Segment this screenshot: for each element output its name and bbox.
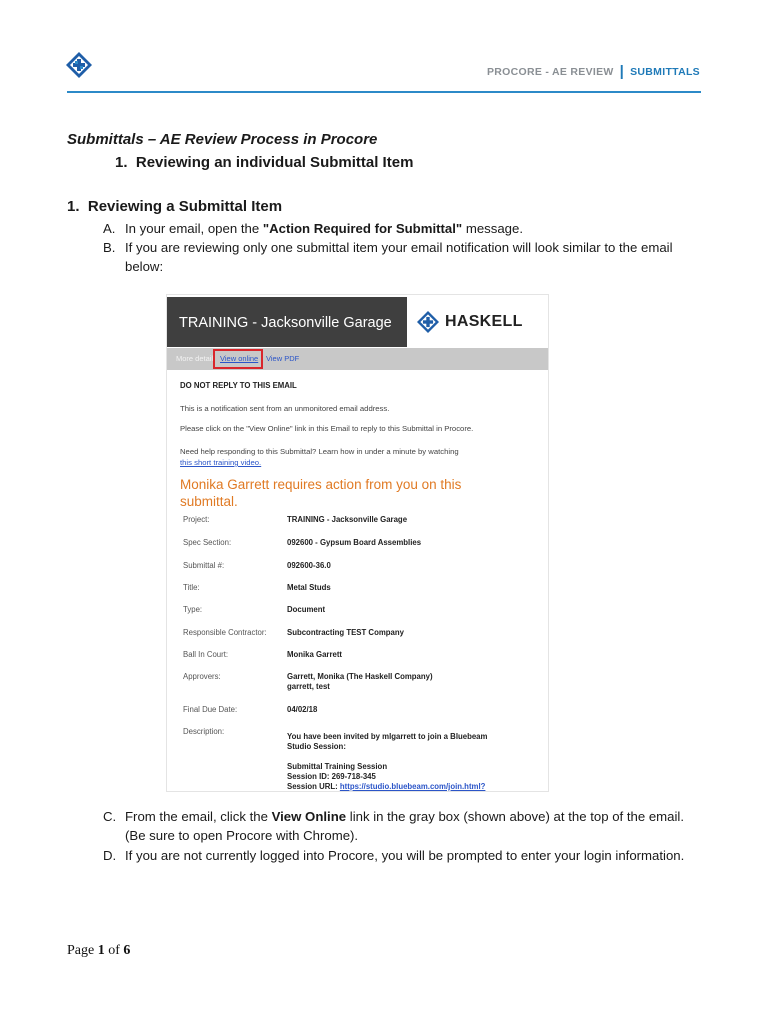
page-current: 1 — [97, 943, 105, 958]
description-text: Session URL: — [287, 782, 340, 791]
header-rule — [67, 91, 701, 93]
field-label: Type: — [183, 605, 203, 614]
document-title: Submittals – AE Review Process in Procore — [67, 131, 378, 148]
description-text: Session ID: 269-718-345 — [287, 772, 376, 781]
description-text: Studio Session: — [287, 742, 346, 751]
item-letter: C. — [103, 809, 117, 824]
page-word: Page — [67, 943, 95, 958]
session-url-link[interactable]: https://studio.bluebeam.com/join.html? — [339, 782, 486, 791]
header-breadcrumb — [487, 62, 700, 79]
item-text: If you are not currently logged into Procore, you will be prompted to enter your login information. — [125, 848, 685, 863]
subheading — [115, 154, 413, 171]
section-number: 1. — [67, 198, 80, 215]
field-value: 092600 - Gypsum Board Assemblies — [287, 538, 422, 547]
field-label: Approvers: — [183, 672, 221, 681]
email-header — [167, 297, 407, 347]
page-number — [67, 943, 130, 959]
page-of-word: of — [108, 943, 120, 958]
item-letter: A. — [103, 221, 116, 236]
list-item-a — [103, 219, 703, 238]
header-right-text: SUBMITTALS — [630, 66, 700, 78]
haskell-logo-icon — [66, 52, 92, 78]
description-text: Submittal Training Session — [287, 762, 388, 771]
header-left-text: PROCORE - AE REVIEW — [486, 66, 614, 78]
highlight-box — [213, 349, 263, 369]
item-letter: B. — [103, 240, 116, 255]
field-value: Subcontracting TEST Company — [287, 628, 404, 637]
brand-name: HASKELL — [445, 313, 523, 330]
field-label: Project: — [183, 515, 210, 524]
email-action-bar — [167, 348, 548, 370]
field-value: TRAINING - Jacksonville Garage — [287, 515, 408, 524]
field-value: 092600-36.0 — [287, 561, 331, 570]
field-label: Title: — [183, 583, 200, 592]
field-value: 04/02/18 — [287, 705, 318, 714]
field-value: Metal Studs — [287, 583, 331, 592]
description-text: You have been invited by mlgarrett to join a Bluebeam — [287, 732, 488, 741]
no-reply-notice: DO NOT REPLY TO THIS EMAIL — [180, 381, 297, 390]
subheading-number: 1. — [115, 154, 128, 171]
action-required-line: Monika Garrett requires action from you on this submittal. — [180, 477, 462, 509]
help-text: Need help responding to this Submittal? Learn how in under a minute by watching — [180, 447, 459, 456]
field-value: Document — [287, 605, 326, 614]
field-label: Responsible Contractor: — [183, 628, 267, 637]
notification-text: This is a notification sent from an unmonitored email address. — [180, 404, 390, 413]
item-bold-text: View Online — [271, 809, 347, 824]
field-label: Final Due Date: — [183, 705, 238, 714]
page-total: 6 — [123, 943, 131, 958]
field-value: Monika Garrett — [287, 650, 343, 659]
item-text: If you are reviewing only one submittal item your email notification will look similar to the email below: — [125, 240, 673, 274]
item-text: link in the gray box (shown above) at the top of the email. (Be sure to open Procore with Chrome). — [125, 809, 685, 843]
item-bold-text: "Action Required for Submittal" — [262, 221, 463, 236]
subheading-text: Reviewing an individual Submittal Item — [135, 154, 414, 171]
item-text: In your email, open the — [125, 221, 263, 236]
item-text: From the email, click the — [125, 809, 272, 824]
item-text: message. — [462, 221, 524, 236]
field-value: Garrett, Monika (The Haskell Company) — [287, 672, 433, 681]
section-heading-text: Reviewing a Submittal Item — [87, 198, 283, 215]
field-label: Submittal #: — [183, 561, 225, 570]
list-item-c — [103, 807, 703, 845]
view-pdf-link[interactable]: View PDF — [266, 354, 300, 363]
list-item-d — [103, 846, 703, 884]
click-instruction: Please click on the "View Online" link in this Email to reply to this Submittal in Procore. — [180, 424, 474, 433]
field-value: garrett, test — [287, 682, 330, 691]
header-separator: | — [619, 63, 625, 80]
field-label: Description: — [183, 727, 225, 736]
email-screenshot — [166, 294, 549, 792]
email-header-title: TRAINING - Jacksonville Garage — [179, 315, 392, 331]
item-letter: D. — [103, 848, 117, 863]
more-detail-label: More detail — [176, 354, 214, 363]
training-video-link[interactable]: this short training video. — [180, 458, 262, 467]
haskell-logo-icon — [417, 311, 439, 333]
list-item-b — [103, 238, 703, 276]
field-label: Spec Section: — [183, 538, 232, 547]
view-online-link[interactable]: View online — [220, 354, 259, 363]
field-label: Ball In Court: — [183, 650, 229, 659]
section-heading — [67, 198, 282, 215]
